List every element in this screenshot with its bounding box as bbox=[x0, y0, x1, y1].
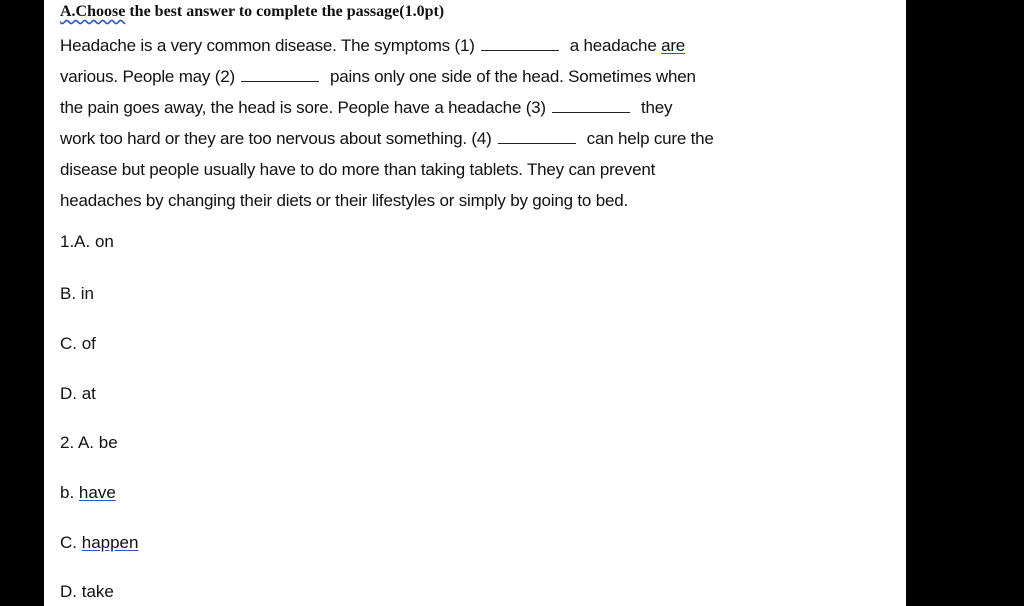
option-text: have bbox=[78, 483, 116, 502]
passage-text bbox=[60, 30, 900, 216]
passage-line bbox=[60, 61, 900, 92]
passage-line: headaches by changing their diets or their lifestyles or simply by going to bed. bbox=[60, 191, 628, 210]
passage-fragment: the pain goes away, the head is sore. People have a headache (3) bbox=[60, 98, 551, 117]
section-heading bbox=[60, 3, 444, 21]
option-1a: 1.A. on bbox=[60, 232, 114, 251]
passage-fragment: a headache bbox=[565, 36, 662, 55]
option-1c: C. of bbox=[60, 334, 96, 353]
passage-line: disease but people usually have to do more than taking tablets. They can prevent bbox=[60, 160, 656, 179]
underlined-word-are: are bbox=[661, 36, 686, 55]
heading-text: the best answer to complete the passage(1.0pt) bbox=[125, 3, 445, 20]
passage-line bbox=[60, 30, 900, 61]
blank-3 bbox=[552, 97, 630, 113]
document-page bbox=[44, 0, 906, 606]
blank-1 bbox=[481, 35, 559, 51]
passage-fragment: they bbox=[636, 98, 673, 117]
passage-fragment: Headache is a very common disease. The symptoms (1) bbox=[60, 36, 480, 55]
passage-fragment: various. People may (2) bbox=[60, 67, 240, 86]
heading-prefix: A.Choose bbox=[60, 3, 126, 20]
option-2c bbox=[60, 533, 138, 553]
option-2d: D. take bbox=[60, 582, 114, 601]
passage-fragment: pains only one side of the head. Sometimes when bbox=[325, 67, 696, 86]
option-prefix: C. bbox=[60, 533, 82, 552]
option-2b bbox=[60, 483, 116, 503]
blank-2 bbox=[241, 66, 319, 82]
passage-fragment: work too hard or they are too nervous about something. (4) bbox=[60, 129, 497, 148]
option-1d: D. at bbox=[60, 384, 96, 403]
option-text: happen bbox=[81, 533, 139, 552]
passage-line bbox=[60, 92, 900, 123]
passage-fragment: can help cure the bbox=[582, 129, 714, 148]
blank-4 bbox=[498, 128, 576, 144]
option-1b: B. in bbox=[60, 284, 95, 303]
option-prefix: b. bbox=[60, 483, 79, 502]
passage-line bbox=[60, 123, 900, 154]
option-2a: 2. A. be bbox=[60, 433, 118, 452]
